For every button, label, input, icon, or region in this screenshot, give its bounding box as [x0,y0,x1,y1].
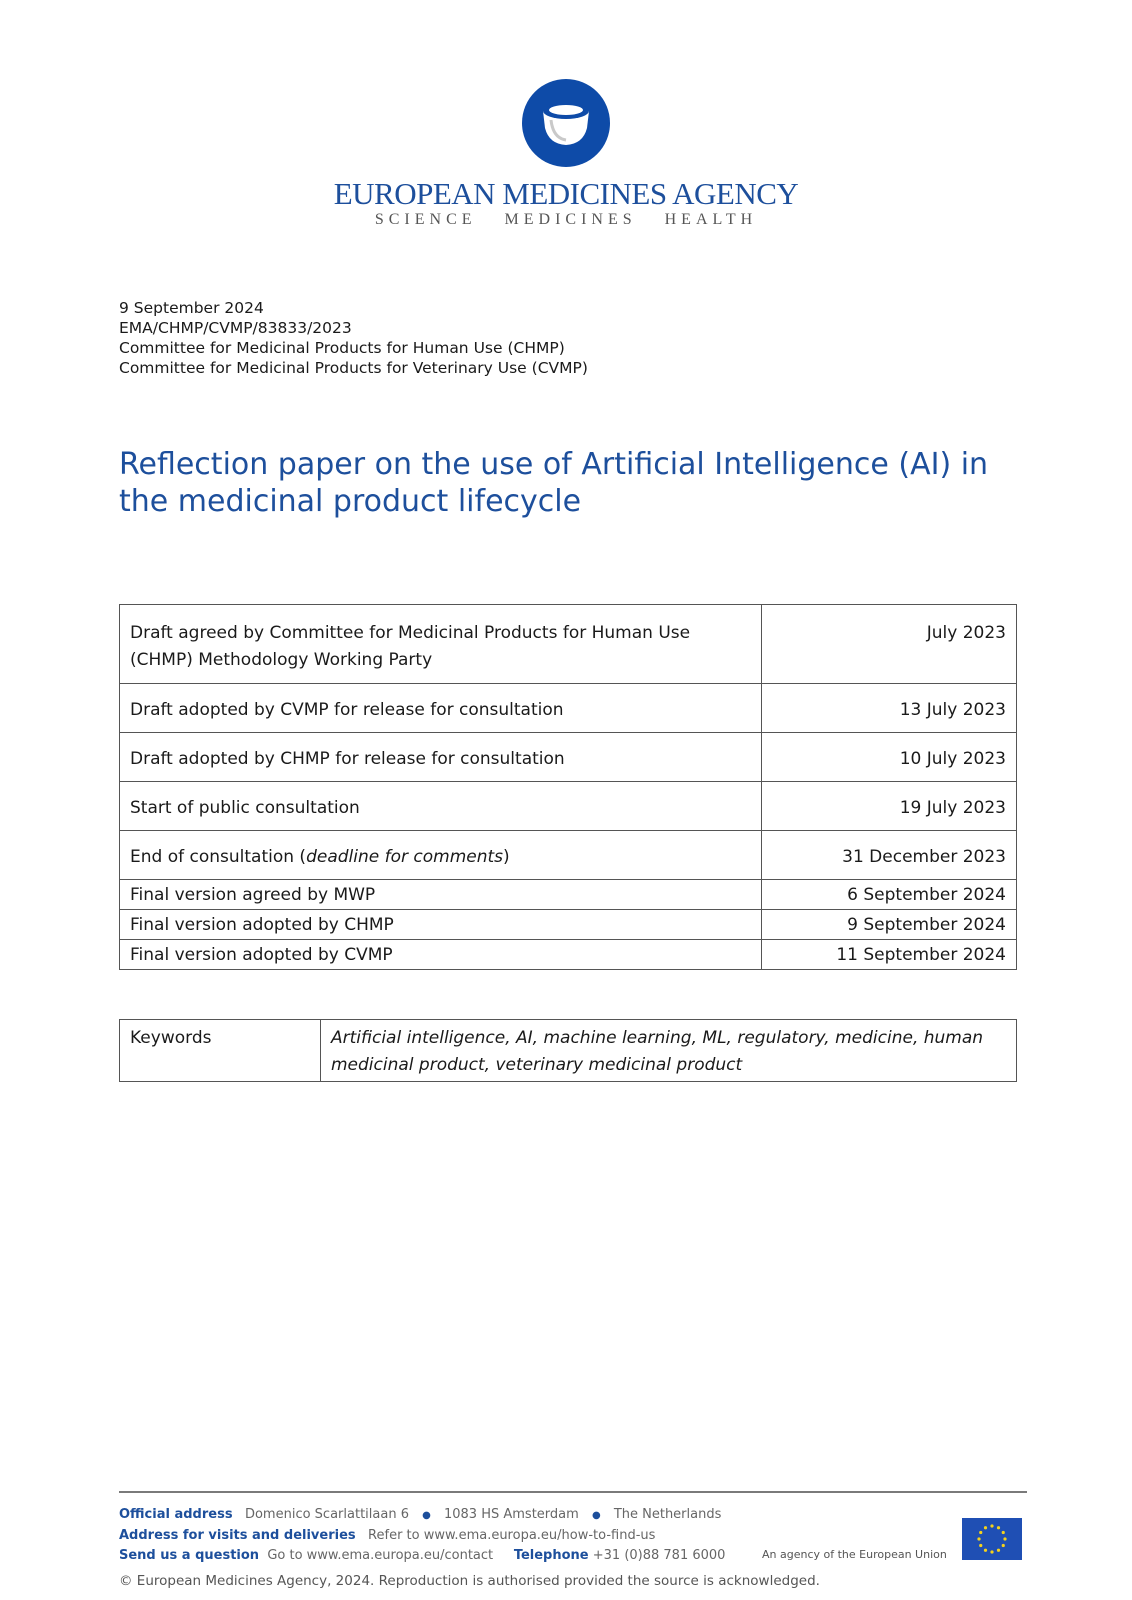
eu-flag-background [962,1518,1022,1560]
table-row [120,605,1017,684]
eu-flag-icon [962,1518,1022,1560]
timeline-label [120,831,762,880]
timeline-label: Final version agreed by MWP [120,880,762,910]
question-label: Send us a question [119,1548,260,1563]
document-reference: EMA/CHMP/CVMP/83833/2023 [119,319,352,337]
visits-label: Address for visits and deliveries [119,1528,356,1543]
timeline-date: 10 July 2023 [762,733,1017,782]
timeline-label: Draft agreed by Committee for Medicinal Products for Human Use (CHMP) Methodology Working Party [120,605,762,684]
eu-star [1002,1544,1005,1547]
table-row [120,910,1017,940]
copyright: © European Medicines Agency, 2024. Reproduction is authorised provided the source is acknowledged. [119,1573,820,1589]
footer-official-address [119,1505,725,1526]
document-date: 9 September 2024 [119,299,264,317]
eu-agency-text: An agency of the European Union [762,1548,947,1561]
telephone-number: +31 (0)88 781 6000 [592,1548,726,1563]
eu-star [979,1531,982,1534]
footer-divider [119,1491,1027,1493]
footer [119,1505,725,1566]
address-street: Domenico Scarlattilaan 6 [244,1507,409,1522]
official-address-label: Official address [119,1507,233,1522]
table-row [120,940,1017,970]
timeline-date: 13 July 2023 [762,684,1017,733]
label-suffix: ) [503,847,510,867]
tagline-word: HEALTH [664,211,758,228]
address-city: 1083 HS Amsterdam [443,1507,579,1522]
document-title: Reflection paper on the use of Artificial Intelligence (AI) in the medicinal product lifecycle [119,447,989,519]
timeline-label: Final version adopted by CHMP [120,910,762,940]
timeline-date: 31 December 2023 [762,831,1017,880]
bullet-separator: ● [422,1510,431,1521]
table-row [120,831,1017,880]
table-row [120,733,1017,782]
timeline-label: Final version adopted by CVMP [120,940,762,970]
address-country: The Netherlands [613,1507,722,1522]
agency-tagline [0,211,1132,229]
eu-star [990,1524,993,1527]
timeline-date: 11 September 2024 [762,940,1017,970]
ema-logo [0,78,1132,168]
table-row [120,782,1017,831]
eu-star [997,1549,1000,1552]
timeline-label: Draft adopted by CVMP for release for consultation [120,684,762,733]
eu-star [984,1549,987,1552]
timeline-label: Draft adopted by CHMP for release for consultation [120,733,762,782]
telephone-label: Telephone [513,1548,589,1563]
committee-veterinary: Committee for Medicinal Products for Veterinary Use (CVMP) [119,359,588,377]
agency-name: EUROPEAN MEDICINES AGENCY [333,176,799,211]
timeline-date: 9 September 2024 [762,910,1017,940]
keywords-table [119,1019,1017,1082]
footer-visits [119,1526,725,1546]
timeline-table [119,604,1017,970]
contact-link[interactable]: Go to www.ema.europa.eu/contact [267,1548,494,1563]
eu-star [990,1550,993,1553]
timeline-date: 6 September 2024 [762,880,1017,910]
eu-star [997,1526,1000,1529]
tagline-word: MEDICINES [504,211,637,228]
table-row [120,880,1017,910]
tagline-word: SCIENCE [374,211,477,228]
keywords-label: Keywords [120,1020,321,1082]
visits-link[interactable]: Refer to www.ema.europa.eu/how-to-find-us [368,1528,656,1543]
committee-human: Committee for Medicinal Products for Human Use (CHMP) [119,339,565,357]
bullet-separator: ● [591,1510,601,1521]
label-italic: deadline for comments [306,847,504,867]
table-row [120,1020,1017,1082]
timeline-date: July 2023 [762,605,1017,684]
timeline-label: Start of public consultation [120,782,762,831]
footer-contact [119,1546,725,1566]
timeline-date: 19 July 2023 [762,782,1017,831]
ema-logo-icon [521,78,611,168]
eu-star [977,1537,980,1540]
eu-star [979,1544,982,1547]
eu-star [984,1526,987,1529]
table-row [120,684,1017,733]
keywords-value: Artificial intelligence, AI, machine learning, ML, regulatory, medicine, human medicinal product, veterinary medicinal product [321,1020,1017,1082]
label-prefix: End of consultation ( [130,847,307,867]
eu-star [1003,1537,1006,1540]
eu-star [1002,1531,1005,1534]
document-meta [119,298,588,378]
